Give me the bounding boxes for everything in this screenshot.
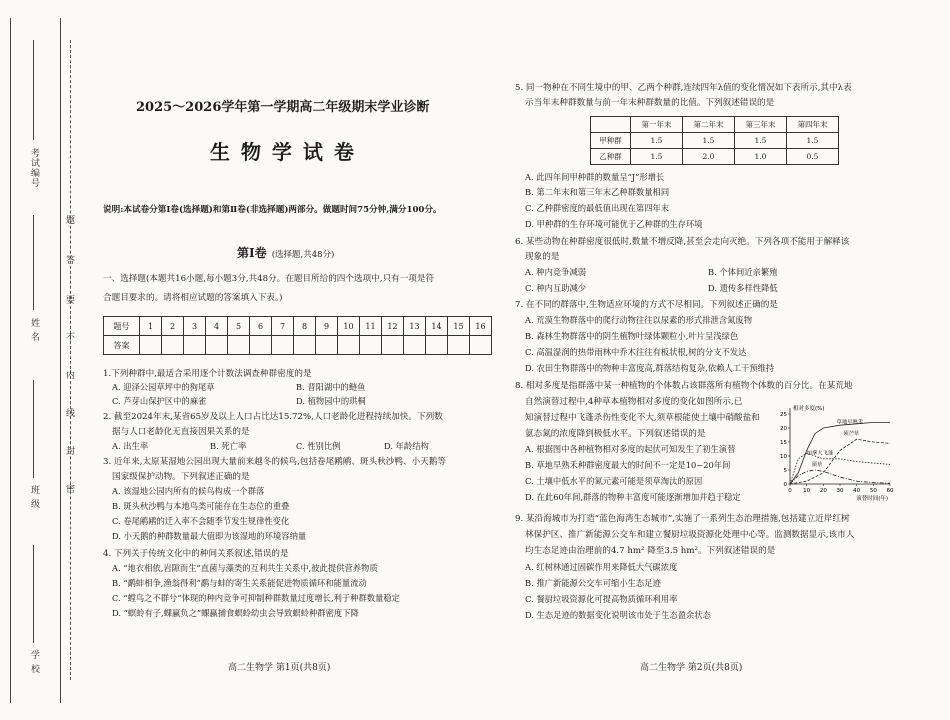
table-cell: 1.0 bbox=[735, 149, 787, 165]
series-label: 须草 bbox=[811, 461, 823, 468]
question-1-option: D. 植物园中的珙桐 bbox=[296, 396, 366, 406]
answer-cell[interactable] bbox=[448, 336, 470, 355]
question-number: 15 bbox=[448, 317, 470, 336]
answer-cell[interactable] bbox=[316, 336, 338, 355]
exam-number-blank bbox=[33, 40, 34, 140]
table-row bbox=[591, 149, 839, 165]
y-tick-label: 0 bbox=[783, 482, 787, 488]
question-number: 13 bbox=[404, 317, 426, 336]
page-footer: 高二生物学 第1页(共8页) bbox=[228, 663, 331, 673]
question-9-option: B. 推广新能源公交车可缩小生态足迹 bbox=[525, 578, 661, 588]
question-3-option: D. 小天鹅的种群数量最大值即为该湿地的环境容纳量 bbox=[112, 531, 307, 541]
table-header-cell: 第三年末 bbox=[735, 117, 787, 133]
question-8-stem: 氨态氮的浓度降到极低水平。下列叙述错误的是 bbox=[525, 429, 706, 439]
series-label: 草地早熟禾 bbox=[836, 419, 864, 426]
question-1-option: A. 迎泽公园草坪中的狗尾草 bbox=[112, 382, 215, 392]
table-cell: 2.0 bbox=[683, 149, 735, 165]
school-blank bbox=[33, 545, 34, 643]
question-6-option: D. 遗传多样性降低 bbox=[708, 283, 778, 293]
question-8-stem: 知演替过程中飞蓬杀伤性变化不大,须草根能使土壤中硝酸盐和 bbox=[525, 413, 760, 423]
table-header-cell: 第四年末 bbox=[787, 117, 839, 133]
margin-line bbox=[60, 18, 61, 703]
question-number: 14 bbox=[426, 317, 448, 336]
name-label: 姓 名 bbox=[29, 318, 39, 342]
question-3-option: C. 卷尾鹇鹇的迁入率不会随季节发生规律性变化 bbox=[112, 516, 290, 526]
x-tick-label: 20 bbox=[819, 488, 827, 494]
question-number: 8 bbox=[294, 317, 316, 336]
question-1-option: C. 芦芽山保护区中的麻雀 bbox=[112, 396, 207, 406]
answer-cell[interactable] bbox=[140, 336, 162, 355]
part-title: 第Ⅰ卷 bbox=[237, 246, 267, 260]
question-7-stem: 7. 在不同的群落中,生物适应环境的方式不尽相同。下列叙述正确的是 bbox=[515, 300, 778, 310]
table-cell: 1.5 bbox=[787, 133, 839, 149]
table-cell: 1.5 bbox=[631, 133, 683, 149]
question-number: 2 bbox=[162, 317, 184, 336]
answer-cell[interactable] bbox=[404, 336, 426, 355]
seal-char: 不 bbox=[64, 332, 74, 342]
page-footer: 高二生物学 第2页(共8页) bbox=[640, 663, 743, 673]
x-tick-label: 30 bbox=[836, 488, 844, 494]
y-tick-label: 5 bbox=[783, 468, 787, 474]
question-6-option: A. 种内竞争减弱 bbox=[525, 267, 587, 277]
y-axis-label: 相对多度(%) bbox=[793, 406, 825, 412]
question-9-stem: 均生态足迹由治理前的4.7 hm² 降至3.5 hm²。下列叙述错误的是 bbox=[525, 546, 776, 556]
y-tick-label: 20 bbox=[780, 426, 787, 432]
population-table bbox=[590, 116, 839, 165]
exam-number-label: 考试编号 bbox=[29, 148, 39, 188]
x-tick-label: 50 bbox=[869, 488, 877, 494]
seal-line bbox=[70, 40, 71, 680]
series-label: 须芒草 bbox=[843, 431, 860, 437]
seal-char: 答 bbox=[64, 255, 74, 265]
answer-cell[interactable] bbox=[272, 336, 294, 355]
question-number: 7 bbox=[272, 317, 294, 336]
question-3-stem: 3. 近年来,太原某湿地公园出现大量前来越冬的候鸟,包括卷尾鹇鹇、斑头秋沙鸭、小天鹅等 bbox=[103, 457, 446, 467]
question-9-option: C. 餐厨垃圾资源化可提高物质循环利用率 bbox=[525, 594, 678, 604]
answer-table-answer-row bbox=[104, 336, 492, 355]
question-2-stem: 据与人口老龄化无直接因果关系的是 bbox=[112, 427, 250, 437]
part-heading bbox=[237, 242, 334, 261]
table-header-cell: 第一年末 bbox=[631, 117, 683, 133]
question-7-option: A. 荒漠生物群落中的爬行动物往往以尿素的形式排泄含氮废物 bbox=[525, 315, 752, 325]
question-number: 6 bbox=[250, 317, 272, 336]
question-5-stem: 5. 同一物种在不同生境中的甲、乙两个种群,连续四年λ值的变化情况如下表所示,其中λ表 bbox=[515, 83, 852, 93]
answer-table-row-label: 答案 bbox=[104, 336, 140, 355]
question-3-option: B. 斑头秋沙鸭与本地鸟类可能存在生态位的重叠 bbox=[112, 501, 290, 511]
class-label: 班 级 bbox=[29, 485, 39, 509]
answer-cell[interactable] bbox=[338, 336, 360, 355]
answer-table-row-label: 题号 bbox=[104, 317, 140, 336]
question-9-option: D. 生态足迹的数据变化说明该市处于生态盈余状态 bbox=[525, 610, 711, 620]
table-row bbox=[591, 133, 839, 149]
x-tick-label: 0 bbox=[788, 488, 792, 494]
question-5-stem: 示当年末种群数量与前一年末种群数量的比值。下列叙述错误的是 bbox=[525, 98, 775, 108]
question-number: 11 bbox=[360, 317, 382, 336]
subject-title: 生 物 学 试 卷 bbox=[210, 140, 356, 164]
y-tick-label: 10 bbox=[780, 454, 787, 460]
seal-char: 封 bbox=[64, 446, 74, 456]
question-2-stem: 2. 截至2024年末,某省65岁及以上人口占比达15.72%,人口老龄化进程持续加快。下列数 bbox=[103, 412, 443, 422]
question-8-stem: 自然演替过程中,4种草本植物相对多度的变化如图所示,已 bbox=[525, 397, 743, 407]
question-3-option: A. 该湿地公园内所有的候鸟构成一个群落 bbox=[112, 486, 265, 496]
series-line bbox=[790, 439, 890, 484]
population-table-header bbox=[591, 117, 839, 133]
succession-chart bbox=[772, 402, 900, 510]
section-intro: 一、选择题(本题共16小题,每小题3分,共48分。在题目所给的四个选项中,只有一项是符 bbox=[103, 274, 435, 284]
question-1-option: B. 晋阳湖中的鲢鱼 bbox=[296, 382, 366, 392]
question-8-option: B. 草地早熟禾种群密度最大的时间不一定是10~20年间 bbox=[525, 460, 731, 470]
question-number: 5 bbox=[228, 317, 250, 336]
answer-cell[interactable] bbox=[294, 336, 316, 355]
question-6-option: B. 个体间近亲繁殖 bbox=[708, 267, 778, 277]
margin-line bbox=[10, 18, 11, 703]
instructions: 说明:本试卷分第Ⅰ卷(选择题)和第Ⅱ卷(非选择题)两部分。做题时间75分钟,满分100分。 bbox=[103, 205, 442, 215]
table-cell: 1.5 bbox=[631, 149, 683, 165]
question-5-option: D. 甲种群的生存环境可能优于乙种群的生存环境 bbox=[525, 219, 703, 229]
question-5-option: A. 此四年间甲种群的数量呈“J”形增长 bbox=[525, 172, 665, 182]
question-3-stem: 国家级保护动物。下列叙述正确的是 bbox=[112, 472, 250, 482]
question-7-option: D. 农田生物群落中的物种丰富度高,群落结构复杂,依赖人工干预维持 bbox=[525, 363, 775, 373]
section-intro: 合题目要求的。请将相应试题的答案填入下表。) bbox=[103, 293, 283, 303]
question-5-option: C. 乙种群密度的最低值出现在第四年末 bbox=[525, 203, 670, 213]
seal-char: 题 bbox=[64, 215, 74, 225]
answer-cell[interactable] bbox=[162, 336, 184, 355]
exam-title: 2025～2026学年第一学期高二年级期末学业诊断 bbox=[136, 100, 430, 115]
name-blank bbox=[33, 215, 34, 310]
school-label: 学 校 bbox=[29, 650, 39, 674]
answer-cell[interactable] bbox=[228, 336, 250, 355]
question-6-option: C. 种内互助减少 bbox=[525, 283, 587, 293]
question-number: 16 bbox=[470, 317, 492, 336]
answer-cell[interactable] bbox=[360, 336, 382, 355]
question-9-option: A. 红树林通过固碳作用来降低大气碳浓度 bbox=[525, 562, 678, 572]
question-4-option: D. “螟蛉有子,蜾蠃负之”蜾蠃捕食螟蛉幼虫会导致螟蛉种群密度下降 bbox=[112, 608, 359, 618]
answer-cell[interactable] bbox=[184, 336, 206, 355]
answer-cell[interactable] bbox=[206, 336, 228, 355]
part-subtitle: (选择题,共48分) bbox=[271, 250, 335, 260]
question-9-stem: 林保护区、推广新能源公交车和建立餐厨垃圾资源化处理中心等。监测数据显示,该市人 bbox=[525, 530, 855, 540]
question-8-option: A. 根据图中各种植物相对多度的起伏可知发生了初生演替 bbox=[525, 444, 736, 454]
x-tick-label: 40 bbox=[853, 488, 861, 494]
question-8-option: C. 土壤中低水平的氮元素可能是须草淘汰的原因 bbox=[525, 476, 703, 486]
y-tick-label: 25 bbox=[780, 412, 787, 418]
table-cell: 乙种群 bbox=[591, 149, 631, 165]
x-tick-label: 10 bbox=[803, 488, 811, 494]
answer-table-number-row bbox=[104, 317, 492, 336]
series-line bbox=[790, 453, 890, 484]
table-header-cell bbox=[591, 117, 631, 133]
answer-cell[interactable] bbox=[426, 336, 448, 355]
answer-cell[interactable] bbox=[382, 336, 404, 355]
x-axis-label: 演替时间(年) bbox=[856, 496, 888, 502]
question-4-stem: 4. 下列关于传统文化中的种间关系叙述,错误的是 bbox=[103, 549, 289, 559]
question-7-option: B. 森林生物群落中的阴生植物叶绿体颗粒小,叶片呈浅绿色 bbox=[525, 331, 739, 341]
question-9-stem: 9. 某沿海城市为打造“蓝色海湾生态城市”,实施了一系列生态治理措施,包括建立近岸红树 bbox=[515, 514, 850, 524]
x-tick-label: 60 bbox=[886, 488, 894, 494]
question-2-option: D. 年龄结构 bbox=[384, 441, 429, 451]
question-4-option: B. “鹬蚌相争,渔翁得利”鹬与蚌的寄生关系能促进物质循环和能量流动 bbox=[112, 578, 367, 588]
question-number: 1 bbox=[140, 317, 162, 336]
question-1-stem: 1.下列种群中,最适合采用逐个计数法调查种群密度的是 bbox=[103, 369, 312, 379]
table-cell: 1.5 bbox=[683, 133, 735, 149]
series-label: 加拿大飞蓬 bbox=[806, 450, 834, 457]
seal-char: 密 bbox=[64, 484, 74, 494]
answer-cell[interactable] bbox=[470, 336, 492, 355]
answer-cell[interactable] bbox=[250, 336, 272, 355]
seal-char: 要 bbox=[64, 295, 74, 305]
question-number: 3 bbox=[184, 317, 206, 336]
question-number: 9 bbox=[316, 317, 338, 336]
series-line bbox=[790, 470, 890, 484]
question-4-option: C. “螳鸟之不群兮”体现的种内竞争可抑制种群数量过度增长,利于种群数量稳定 bbox=[112, 593, 400, 603]
question-5-option: B. 第二年末和第三年末乙种群数量相同 bbox=[525, 187, 670, 197]
table-header-cell: 第二年末 bbox=[683, 117, 735, 133]
table-cell: 甲种群 bbox=[591, 133, 631, 149]
seal-char: 内 bbox=[64, 370, 74, 380]
question-6-stem: 6. 某些动物在种群密度很低时,数量不增反降,甚至会走向灭绝。下列各项不能用于解释该 bbox=[515, 237, 850, 247]
question-2-option: B. 死亡率 bbox=[210, 441, 247, 451]
question-6-stem: 现象的是 bbox=[525, 252, 560, 262]
table-cell: 0.5 bbox=[787, 149, 839, 165]
answer-table bbox=[103, 316, 492, 355]
series-line bbox=[790, 422, 890, 484]
table-cell: 1.5 bbox=[735, 133, 787, 149]
y-tick-label: 15 bbox=[780, 440, 787, 446]
question-2-option: C. 性别比例 bbox=[296, 441, 341, 451]
question-8-option: D. 在此60年间,群落的物种丰富度可能逐渐增加并趋于稳定 bbox=[525, 492, 741, 502]
seal-char: 线 bbox=[64, 408, 74, 418]
question-4-option: A. “地衣相依,岩隙而生”直菌与藻类的互利共生关系中,彼此提供营养物质 bbox=[112, 563, 378, 573]
question-number: 4 bbox=[206, 317, 228, 336]
question-number: 12 bbox=[382, 317, 404, 336]
question-7-option: C. 高温湿润的热带雨林中乔木往往有板状根,树的分支不发达 bbox=[525, 347, 747, 357]
question-8-stem: 8. 相对多度是指群落中某一种植物的个体数占该群落所有植物个体数的百分比。在某荒地 bbox=[515, 381, 853, 391]
question-2-option: A. 出生率 bbox=[112, 441, 149, 451]
class-blank bbox=[33, 380, 34, 478]
question-number: 10 bbox=[338, 317, 360, 336]
